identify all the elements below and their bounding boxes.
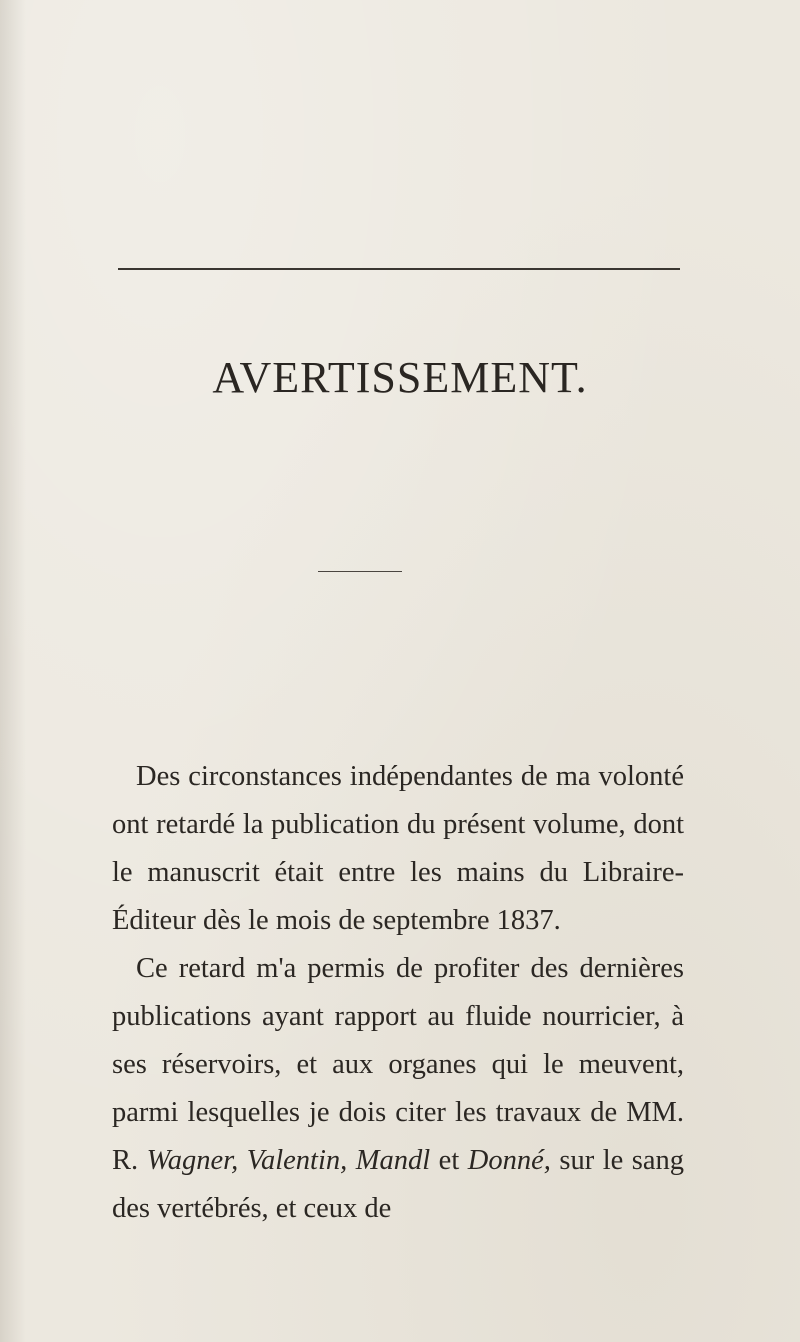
paragraph-2-conjunction: et: [430, 1145, 468, 1176]
header-rule: [118, 268, 680, 270]
body-text: [112, 753, 684, 1233]
paragraph-1: Des circonstances indépendantes de ma volonté ont retardé la publication du présent volume, dont le manuscrit était entre les mains du Libraire-Éditeur dès le mois de septembre 1837.: [112, 761, 684, 936]
title-separator-rule: [318, 571, 402, 572]
paragraph-2-name-italic-2: Donné,: [467, 1145, 551, 1176]
paragraph-2-names-italic: Wagner, Valentin, Mandl: [146, 1145, 431, 1176]
page-title: AVERTISSEMENT.: [212, 353, 588, 402]
page-edge-shadow: [0, 0, 26, 1342]
paragraph-2-text-before: Ce retard m'a permis de profiter des dernières publications ayant rapport au fluide nourricier, à ses réservoirs, et aux organes qui le meuvent, parmi lesquelles je dois citer les travaux de MM. R.: [112, 953, 684, 1176]
paragraph-2: [112, 945, 684, 1233]
paragraph-2-text-after: sur le sang des vertébrés, et ceux de: [112, 1145, 684, 1224]
